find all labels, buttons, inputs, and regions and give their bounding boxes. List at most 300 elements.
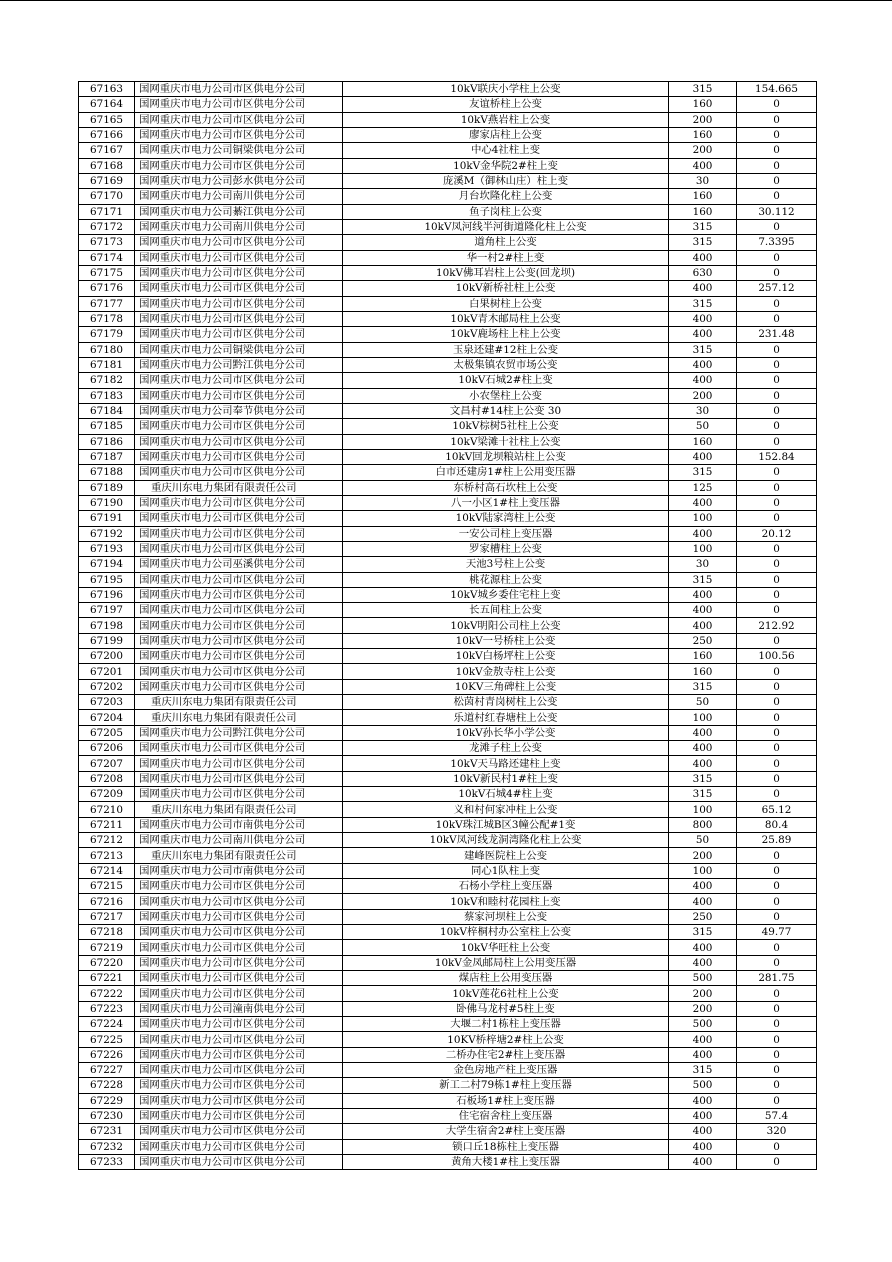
value-cell: 0 xyxy=(737,403,817,418)
row-id-cell: 67218 xyxy=(79,925,135,940)
transformer-name-cell: 10kV和睦村花园柱上变 xyxy=(343,894,669,909)
value-cell: 0 xyxy=(737,1093,817,1108)
company-cell: 国网重庆市电力公司市区供电分公司 xyxy=(135,940,343,955)
capacity-cell: 160 xyxy=(669,127,737,142)
table-row xyxy=(79,1017,817,1032)
value-cell: 0 xyxy=(737,664,817,679)
value-cell: 0 xyxy=(737,419,817,434)
value-cell: 0 xyxy=(737,587,817,602)
table-row xyxy=(79,725,817,740)
row-id-cell: 67222 xyxy=(79,986,135,1001)
company-cell: 重庆川东电力集团有限责任公司 xyxy=(135,848,343,863)
capacity-cell: 400 xyxy=(669,955,737,970)
table-row xyxy=(79,419,817,434)
value-cell: 0 xyxy=(737,1017,817,1032)
company-cell: 国网重庆市电力公司市区供电分公司 xyxy=(135,787,343,802)
company-cell: 国网重庆市电力公司市区供电分公司 xyxy=(135,1154,343,1169)
value-cell: 49.77 xyxy=(737,925,817,940)
transformer-name-cell: 10kV鹿场柱上柱上公变 xyxy=(343,327,669,342)
company-cell: 国网重庆市电力公司市区供电分公司 xyxy=(135,879,343,894)
value-cell: 0 xyxy=(737,357,817,372)
transformer-name-cell: 10kV城乡委住宅柱上变 xyxy=(343,587,669,602)
value-cell: 0 xyxy=(737,909,817,924)
value-cell: 152.84 xyxy=(737,449,817,464)
transformer-name-cell: 廖家店柱上公变 xyxy=(343,127,669,142)
table-row xyxy=(79,1139,817,1154)
value-cell: 0 xyxy=(737,373,817,388)
row-id-cell: 67229 xyxy=(79,1093,135,1108)
table-row xyxy=(79,756,817,771)
row-id-cell: 67169 xyxy=(79,173,135,188)
value-cell: 0 xyxy=(737,511,817,526)
row-id-cell: 67174 xyxy=(79,250,135,265)
value-cell: 0 xyxy=(737,940,817,955)
table-row xyxy=(79,403,817,418)
company-cell: 国网重庆市电力公司市区供电分公司 xyxy=(135,925,343,940)
transformer-name-cell: 八一小区1#柱上变压器 xyxy=(343,495,669,510)
company-cell: 国网重庆市电力公司奉节供电分公司 xyxy=(135,403,343,418)
transformer-name-cell: 煤店柱上公用变压器 xyxy=(343,971,669,986)
value-cell: 0 xyxy=(737,863,817,878)
row-id-cell: 67182 xyxy=(79,373,135,388)
table-row xyxy=(79,82,817,97)
row-id-cell: 67190 xyxy=(79,495,135,510)
value-cell: 0 xyxy=(737,787,817,802)
table-row xyxy=(79,986,817,1001)
capacity-cell: 315 xyxy=(669,219,737,234)
table-row xyxy=(79,695,817,710)
transformer-name-cell: 天池3号柱上公变 xyxy=(343,557,669,572)
table-row xyxy=(79,1063,817,1078)
company-cell: 重庆川东电力集团有限责任公司 xyxy=(135,480,343,495)
row-id-cell: 67208 xyxy=(79,771,135,786)
company-cell: 国网重庆市电力公司市区供电分公司 xyxy=(135,756,343,771)
row-id-cell: 67202 xyxy=(79,679,135,694)
capacity-cell: 400 xyxy=(669,1139,737,1154)
capacity-cell: 200 xyxy=(669,848,737,863)
transformer-name-cell: 10kV华旺柱上公变 xyxy=(343,940,669,955)
row-id-cell: 67181 xyxy=(79,357,135,372)
capacity-cell: 400 xyxy=(669,1124,737,1139)
table-row xyxy=(79,1001,817,1016)
value-cell: 0 xyxy=(737,1154,817,1169)
transformer-name-cell: 10kV凤河线半河街道隆化柱上公变 xyxy=(343,219,669,234)
company-cell: 国网重庆市电力公司黔江供电分公司 xyxy=(135,725,343,740)
transformer-name-cell: 10kV联庆小学柱上公变 xyxy=(343,82,669,97)
company-cell: 国网重庆市电力公司市区供电分公司 xyxy=(135,465,343,480)
transformer-name-cell: 小农堡柱上公变 xyxy=(343,388,669,403)
value-cell: 0 xyxy=(737,603,817,618)
value-cell: 154.665 xyxy=(737,82,817,97)
value-cell: 0 xyxy=(737,143,817,158)
company-cell: 国网重庆市电力公司市区供电分公司 xyxy=(135,1032,343,1047)
row-id-cell: 67220 xyxy=(79,955,135,970)
row-id-cell: 67187 xyxy=(79,449,135,464)
transformer-name-cell: 黄角大楼1#柱上变压器 xyxy=(343,1154,669,1169)
table-row xyxy=(79,557,817,572)
capacity-cell: 630 xyxy=(669,265,737,280)
capacity-cell: 400 xyxy=(669,1108,737,1123)
company-cell: 国网重庆市电力公司市区供电分公司 xyxy=(135,311,343,326)
capacity-cell: 50 xyxy=(669,695,737,710)
row-id-cell: 67232 xyxy=(79,1139,135,1154)
capacity-cell: 100 xyxy=(669,541,737,556)
value-cell: 100.56 xyxy=(737,649,817,664)
row-id-cell: 67211 xyxy=(79,817,135,832)
value-cell: 25.89 xyxy=(737,833,817,848)
capacity-cell: 500 xyxy=(669,1078,737,1093)
company-cell: 国网重庆市电力公司市区供电分公司 xyxy=(135,771,343,786)
capacity-cell: 160 xyxy=(669,97,737,112)
value-cell: 7.3395 xyxy=(737,235,817,250)
table-row xyxy=(79,495,817,510)
table-row xyxy=(79,1093,817,1108)
row-id-cell: 67171 xyxy=(79,204,135,219)
value-cell: 0 xyxy=(737,848,817,863)
company-cell: 国网重庆市电力公司市区供电分公司 xyxy=(135,449,343,464)
company-cell: 国网重庆市电力公司市区供电分公司 xyxy=(135,281,343,296)
row-id-cell: 67224 xyxy=(79,1017,135,1032)
row-id-cell: 67214 xyxy=(79,863,135,878)
capacity-cell: 30 xyxy=(669,403,737,418)
row-id-cell: 67203 xyxy=(79,695,135,710)
company-cell: 国网重庆市电力公司市区供电分公司 xyxy=(135,541,343,556)
table-row xyxy=(79,327,817,342)
value-cell: 0 xyxy=(737,541,817,556)
capacity-cell: 400 xyxy=(669,725,737,740)
table-row xyxy=(79,434,817,449)
row-id-cell: 67191 xyxy=(79,511,135,526)
page-top-rule xyxy=(0,0,892,1)
table-row xyxy=(79,1032,817,1047)
transformer-name-cell: 友谊桥柱上公变 xyxy=(343,97,669,112)
company-cell: 国网重庆市电力公司市区供电分公司 xyxy=(135,986,343,1001)
row-id-cell: 67212 xyxy=(79,833,135,848)
value-cell: 0 xyxy=(737,495,817,510)
capacity-cell: 400 xyxy=(669,449,737,464)
row-id-cell: 67166 xyxy=(79,127,135,142)
company-cell: 国网重庆市电力公司彭水供电分公司 xyxy=(135,173,343,188)
capacity-cell: 100 xyxy=(669,511,737,526)
company-cell: 国网重庆市电力公司市区供电分公司 xyxy=(135,618,343,633)
transformer-name-cell: 蔡家河坝柱上公变 xyxy=(343,909,669,924)
transformer-name-cell: 10kV梓桐村办公室柱上公变 xyxy=(343,925,669,940)
capacity-cell: 800 xyxy=(669,817,737,832)
table-row xyxy=(79,357,817,372)
table-row xyxy=(79,664,817,679)
transformer-name-cell: 10kV白杨坪柱上公变 xyxy=(343,649,669,664)
table-row xyxy=(79,281,817,296)
value-cell: 0 xyxy=(737,1001,817,1016)
company-cell: 国网重庆市电力公司市区供电分公司 xyxy=(135,1017,343,1032)
transformer-name-cell: 10kV孙长华小学公变 xyxy=(343,725,669,740)
transformer-name-cell: 10kV莲花6社柱上公变 xyxy=(343,986,669,1001)
company-cell: 国网重庆市电力公司市区供电分公司 xyxy=(135,955,343,970)
capacity-cell: 315 xyxy=(669,1063,737,1078)
capacity-cell: 160 xyxy=(669,664,737,679)
transformer-name-cell: 庞溪M（御林山庄）柱上变 xyxy=(343,173,669,188)
company-cell: 国网重庆市电力公司市区供电分公司 xyxy=(135,587,343,602)
value-cell: 281.75 xyxy=(737,971,817,986)
transformer-table-container xyxy=(78,81,817,1170)
company-cell: 重庆川东电力集团有限责任公司 xyxy=(135,695,343,710)
table-row xyxy=(79,342,817,357)
value-cell: 0 xyxy=(737,219,817,234)
table-row xyxy=(79,219,817,234)
company-cell: 国网重庆市电力公司市区供电分公司 xyxy=(135,495,343,510)
table-row xyxy=(79,710,817,725)
company-cell: 国网重庆市电力公司市区供电分公司 xyxy=(135,909,343,924)
row-id-cell: 67193 xyxy=(79,541,135,556)
value-cell: 0 xyxy=(737,955,817,970)
row-id-cell: 67209 xyxy=(79,787,135,802)
transformer-name-cell: 10kV金敖寺柱上公变 xyxy=(343,664,669,679)
company-cell: 国网重庆市电力公司市区供电分公司 xyxy=(135,250,343,265)
row-id-cell: 67227 xyxy=(79,1063,135,1078)
capacity-cell: 200 xyxy=(669,388,737,403)
table-row xyxy=(79,633,817,648)
table-row xyxy=(79,603,817,618)
transformer-name-cell: 一安公司柱上变压器 xyxy=(343,526,669,541)
table-row xyxy=(79,971,817,986)
value-cell: 0 xyxy=(737,189,817,204)
transformer-table xyxy=(78,81,817,1170)
company-cell: 国网重庆市电力公司市区供电分公司 xyxy=(135,1124,343,1139)
table-row xyxy=(79,311,817,326)
transformer-name-cell: 10kV金华院2#柱上变 xyxy=(343,158,669,173)
transformer-name-cell: 中心4社柱上变 xyxy=(343,143,669,158)
company-cell: 国网重庆市电力公司市区供电分公司 xyxy=(135,127,343,142)
row-id-cell: 67198 xyxy=(79,618,135,633)
transformer-name-cell: 道角柱上公变 xyxy=(343,235,669,250)
transformer-name-cell: 10kV一号桥柱上公变 xyxy=(343,633,669,648)
table-row xyxy=(79,143,817,158)
value-cell: 0 xyxy=(737,296,817,311)
row-id-cell: 67223 xyxy=(79,1001,135,1016)
capacity-cell: 250 xyxy=(669,633,737,648)
value-cell: 0 xyxy=(737,158,817,173)
transformer-name-cell: 大学生宿舍2#柱上变压器 xyxy=(343,1124,669,1139)
transformer-name-cell: 10KV桥梓塘2#柱上公变 xyxy=(343,1032,669,1047)
value-cell: 0 xyxy=(737,112,817,127)
table-row xyxy=(79,894,817,909)
capacity-cell: 30 xyxy=(669,173,737,188)
capacity-cell: 250 xyxy=(669,909,737,924)
company-cell: 国网重庆市电力公司市区供电分公司 xyxy=(135,741,343,756)
capacity-cell: 400 xyxy=(669,373,737,388)
transformer-name-cell: 10kV珠江城B区3幢公配#1变 xyxy=(343,817,669,832)
row-id-cell: 67163 xyxy=(79,82,135,97)
table-row xyxy=(79,771,817,786)
company-cell: 国网重庆市电力公司市区供电分公司 xyxy=(135,419,343,434)
company-cell: 国网重庆市电力公司铜梁供电分公司 xyxy=(135,143,343,158)
row-id-cell: 67207 xyxy=(79,756,135,771)
capacity-cell: 400 xyxy=(669,894,737,909)
row-id-cell: 67200 xyxy=(79,649,135,664)
row-id-cell: 67192 xyxy=(79,526,135,541)
row-id-cell: 67180 xyxy=(79,342,135,357)
table-row xyxy=(79,909,817,924)
value-cell: 0 xyxy=(737,679,817,694)
capacity-cell: 315 xyxy=(669,679,737,694)
table-row xyxy=(79,1154,817,1169)
capacity-cell: 400 xyxy=(669,879,737,894)
table-row xyxy=(79,265,817,280)
row-id-cell: 67221 xyxy=(79,971,135,986)
row-id-cell: 67216 xyxy=(79,894,135,909)
value-cell: 0 xyxy=(737,725,817,740)
row-id-cell: 67196 xyxy=(79,587,135,602)
company-cell: 国网重庆市电力公司市区供电分公司 xyxy=(135,112,343,127)
capacity-cell: 400 xyxy=(669,1093,737,1108)
table-row xyxy=(79,112,817,127)
transformer-name-cell: 白果树柱上公变 xyxy=(343,296,669,311)
row-id-cell: 67195 xyxy=(79,572,135,587)
transformer-name-cell: 太极集镇农贸市场公变 xyxy=(343,357,669,372)
capacity-cell: 400 xyxy=(669,1047,737,1062)
table-row xyxy=(79,526,817,541)
capacity-cell: 400 xyxy=(669,311,737,326)
table-row xyxy=(79,1047,817,1062)
row-id-cell: 67186 xyxy=(79,434,135,449)
transformer-name-cell: 10kV石城2#柱上变 xyxy=(343,373,669,388)
table-row xyxy=(79,511,817,526)
capacity-cell: 200 xyxy=(669,143,737,158)
capacity-cell: 400 xyxy=(669,357,737,372)
capacity-cell: 500 xyxy=(669,971,737,986)
value-cell: 0 xyxy=(737,1032,817,1047)
table-row xyxy=(79,925,817,940)
company-cell: 国网重庆市电力公司市区供电分公司 xyxy=(135,158,343,173)
value-cell: 20.12 xyxy=(737,526,817,541)
value-cell: 0 xyxy=(737,557,817,572)
capacity-cell: 400 xyxy=(669,603,737,618)
table-row xyxy=(79,235,817,250)
row-id-cell: 67199 xyxy=(79,633,135,648)
company-cell: 国网重庆市电力公司潼南供电分公司 xyxy=(135,1001,343,1016)
transformer-name-cell: 东桥村高石坎柱上公变 xyxy=(343,480,669,495)
transformer-name-cell: 卧佛马龙村#5柱上变 xyxy=(343,1001,669,1016)
capacity-cell: 315 xyxy=(669,342,737,357)
transformer-name-cell: 10kV金凤邮局柱上公用变压器 xyxy=(343,955,669,970)
company-cell: 国网重庆市电力公司市区供电分公司 xyxy=(135,679,343,694)
value-cell: 0 xyxy=(737,1078,817,1093)
transformer-name-cell: 华一村2#柱上变 xyxy=(343,250,669,265)
table-row xyxy=(79,817,817,832)
value-cell: 0 xyxy=(737,879,817,894)
capacity-cell: 30 xyxy=(669,557,737,572)
company-cell: 国网重庆市电力公司市南供电分公司 xyxy=(135,863,343,878)
capacity-cell: 315 xyxy=(669,82,737,97)
capacity-cell: 200 xyxy=(669,986,737,1001)
value-cell: 320 xyxy=(737,1124,817,1139)
row-id-cell: 67230 xyxy=(79,1108,135,1123)
capacity-cell: 160 xyxy=(669,434,737,449)
transformer-name-cell: 松茵村青岗树柱上公变 xyxy=(343,695,669,710)
transformer-name-cell: 10kV梁滩十社柱上公变 xyxy=(343,434,669,449)
row-id-cell: 67172 xyxy=(79,219,135,234)
capacity-cell: 160 xyxy=(669,649,737,664)
value-cell: 0 xyxy=(737,1139,817,1154)
company-cell: 国网重庆市电力公司市区供电分公司 xyxy=(135,511,343,526)
table-body xyxy=(79,82,817,1170)
company-cell: 国网重庆市电力公司市区供电分公司 xyxy=(135,1139,343,1154)
value-cell: 0 xyxy=(737,434,817,449)
transformer-name-cell: 10kV凤河线龙洞湾隆化柱上公变 xyxy=(343,833,669,848)
row-id-cell: 67225 xyxy=(79,1032,135,1047)
value-cell: 0 xyxy=(737,1063,817,1078)
transformer-name-cell: 10kV佛耳岩柱上公变(回龙坝) xyxy=(343,265,669,280)
capacity-cell: 500 xyxy=(669,1017,737,1032)
transformer-name-cell: 10kV青木邮局柱上公变 xyxy=(343,311,669,326)
row-id-cell: 67210 xyxy=(79,802,135,817)
row-id-cell: 67164 xyxy=(79,97,135,112)
value-cell: 0 xyxy=(737,894,817,909)
company-cell: 重庆川东电力集团有限责任公司 xyxy=(135,802,343,817)
company-cell: 国网重庆市电力公司市区供电分公司 xyxy=(135,1047,343,1062)
value-cell: 0 xyxy=(737,97,817,112)
capacity-cell: 400 xyxy=(669,587,737,602)
capacity-cell: 400 xyxy=(669,495,737,510)
table-row xyxy=(79,587,817,602)
transformer-name-cell: 乐道村红春塘柱上公变 xyxy=(343,710,669,725)
transformer-name-cell: 10kV新民村1#柱上变 xyxy=(343,771,669,786)
table-row xyxy=(79,373,817,388)
company-cell: 国网重庆市电力公司市区供电分公司 xyxy=(135,82,343,97)
capacity-cell: 400 xyxy=(669,281,737,296)
value-cell: 65.12 xyxy=(737,802,817,817)
company-cell: 国网重庆市电力公司市区供电分公司 xyxy=(135,434,343,449)
table-row xyxy=(79,848,817,863)
capacity-cell: 400 xyxy=(669,250,737,265)
company-cell: 国网重庆市电力公司市区供电分公司 xyxy=(135,572,343,587)
capacity-cell: 400 xyxy=(669,158,737,173)
company-cell: 国网重庆市电力公司市区供电分公司 xyxy=(135,633,343,648)
row-id-cell: 67233 xyxy=(79,1154,135,1169)
transformer-name-cell: 鱼子岗柱上公变 xyxy=(343,204,669,219)
table-row xyxy=(79,97,817,112)
value-cell: 0 xyxy=(737,342,817,357)
table-row xyxy=(79,388,817,403)
table-row xyxy=(79,802,817,817)
company-cell: 国网重庆市电力公司市区供电分公司 xyxy=(135,235,343,250)
row-id-cell: 67165 xyxy=(79,112,135,127)
transformer-name-cell: 金色房地产柱上变压器 xyxy=(343,1063,669,1078)
table-row xyxy=(79,787,817,802)
table-row xyxy=(79,250,817,265)
row-id-cell: 67197 xyxy=(79,603,135,618)
table-row xyxy=(79,955,817,970)
row-id-cell: 67219 xyxy=(79,940,135,955)
transformer-name-cell: 石板场1#柱上变压器 xyxy=(343,1093,669,1108)
value-cell: 0 xyxy=(737,465,817,480)
capacity-cell: 50 xyxy=(669,419,737,434)
company-cell: 国网重庆市电力公司巫溪供电分公司 xyxy=(135,557,343,572)
value-cell: 231.48 xyxy=(737,327,817,342)
row-id-cell: 67168 xyxy=(79,158,135,173)
value-cell: 0 xyxy=(737,480,817,495)
table-row xyxy=(79,541,817,556)
value-cell: 0 xyxy=(737,741,817,756)
row-id-cell: 67226 xyxy=(79,1047,135,1062)
capacity-cell: 400 xyxy=(669,1032,737,1047)
row-id-cell: 67183 xyxy=(79,388,135,403)
table-row xyxy=(79,204,817,219)
transformer-name-cell: 玉泉还建#12柱上公变 xyxy=(343,342,669,357)
row-id-cell: 67170 xyxy=(79,189,135,204)
row-id-cell: 67185 xyxy=(79,419,135,434)
value-cell: 0 xyxy=(737,710,817,725)
